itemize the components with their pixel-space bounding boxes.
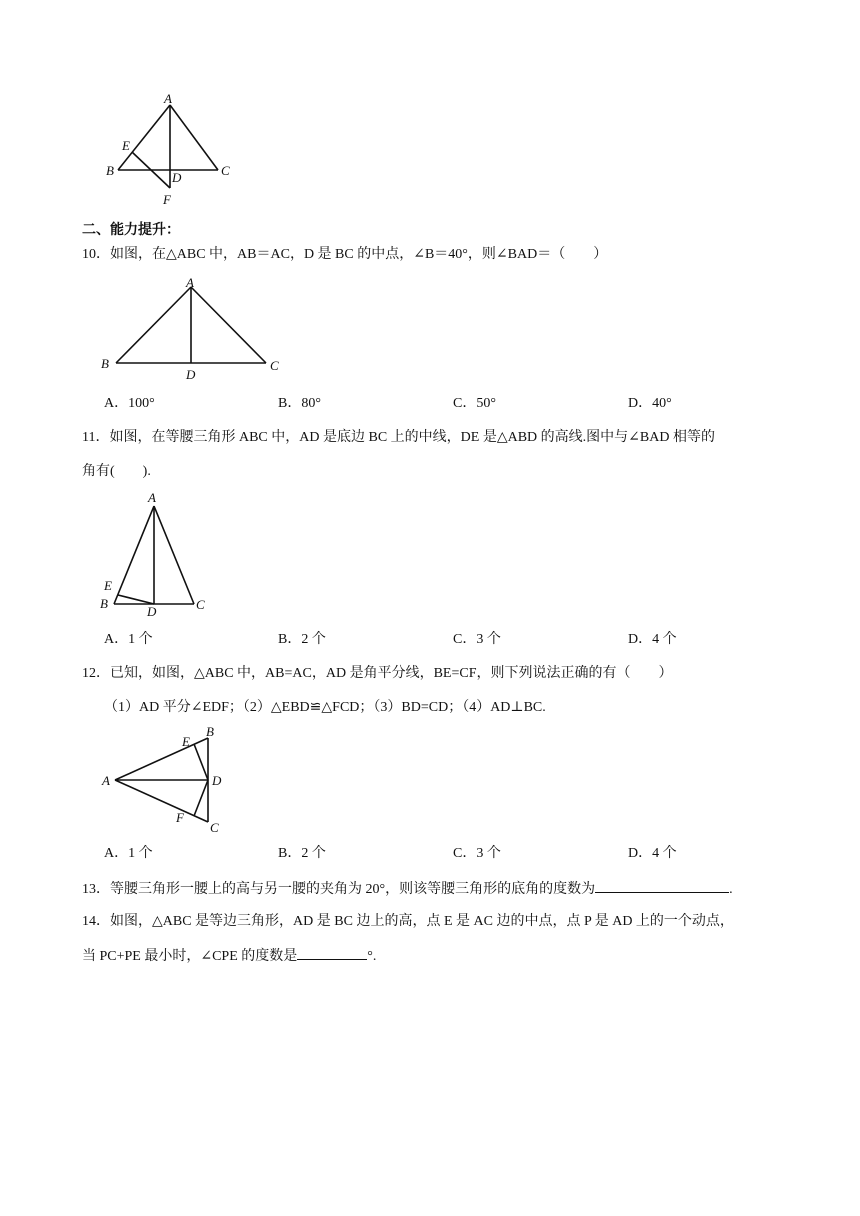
q10-option-d[interactable]: D．40° (628, 396, 672, 411)
q12-statements: （1）AD 平分∠EDF；（2）△EBD≌△FCD；（3）BD=CD；（4）AD⊥BC. (104, 700, 546, 715)
label-C: C (270, 358, 279, 373)
q12-stem: 12．已知，如图，△ABC 中，AB=AC，AD 是角平分线，BE=CF，则下列说法正确的有（ ） (82, 666, 673, 681)
q11-figure (98, 488, 218, 618)
label-A: A (102, 773, 110, 788)
q14-stem-line2-end: °. (367, 949, 377, 964)
label-D: D (186, 367, 196, 382)
q12-option-d[interactable]: D．4 个 (628, 846, 677, 861)
q10-stem: 10．如图，在△ABC 中，AB＝AC，D 是 BC 的中点，∠B＝40°，则∠BAD＝（ ） (82, 247, 608, 262)
q11-stem-line1: 11．如图，在等腰三角形 ABC 中，AD 是底边 BC 上的中线，DE 是△ABD 的高线.图中与∠BAD 相等的 (82, 430, 715, 445)
q12-option-a[interactable]: A．1 个 (104, 846, 153, 861)
label-E: E (182, 734, 190, 749)
label-F: F (176, 810, 184, 825)
label-C: C (221, 163, 230, 178)
q11-option-d[interactable]: D．4 个 (628, 632, 677, 647)
q13-line (82, 878, 733, 900)
q10-option-a[interactable]: A．100° (104, 396, 155, 411)
label-D: D (212, 773, 222, 788)
q14-line2 (82, 945, 376, 967)
q12-figure (98, 722, 238, 837)
q12-option-c[interactable]: C．3 个 (453, 846, 501, 861)
label-C: C (210, 820, 219, 835)
q10-figure (98, 275, 298, 385)
label-C: C (196, 597, 205, 612)
label-B: B (206, 724, 214, 739)
q11-option-c[interactable]: C．3 个 (453, 632, 501, 647)
q10-option-c[interactable]: C．50° (453, 396, 496, 411)
figure-top-triangle (100, 90, 240, 210)
label-B: B (101, 356, 109, 371)
q14-answer-blank[interactable] (297, 945, 367, 960)
label-D: D (147, 604, 157, 618)
q12-option-b[interactable]: B．2 个 (278, 846, 326, 861)
label-D: D (172, 170, 182, 185)
q14-stem-line2-start: 当 PC+PE 最小时，∠CPE 的度数是 (82, 949, 298, 964)
label-E: E (122, 138, 130, 153)
q11-option-b[interactable]: B．2 个 (278, 632, 326, 647)
q13-stem: 13．等腰三角形一腰上的高与另一腰的夹角为 20°，则该等腰三角形的底角的度数为 (82, 882, 596, 897)
q14-stem-line1: 14．如图，△ABC 是等边三角形，AD 是 BC 边上的高，点 E 是 AC 边的中点，点 P 是 AD 上的一个动点， (82, 914, 734, 929)
label-E: E (104, 578, 112, 593)
label-A: A (164, 91, 172, 106)
label-A: A (148, 490, 156, 505)
label-A: A (186, 275, 194, 290)
label-B: B (106, 163, 114, 178)
q11-stem-line2: 角有( ). (82, 464, 151, 479)
label-B: B (100, 596, 108, 611)
q13-answer-blank[interactable] (595, 878, 729, 893)
label-F: F (163, 192, 171, 207)
q13-end: . (729, 882, 733, 897)
q11-option-a[interactable]: A．1 个 (104, 632, 153, 647)
section-title: 二、能力提升： (82, 222, 180, 238)
q10-option-b[interactable]: B．80° (278, 396, 321, 411)
